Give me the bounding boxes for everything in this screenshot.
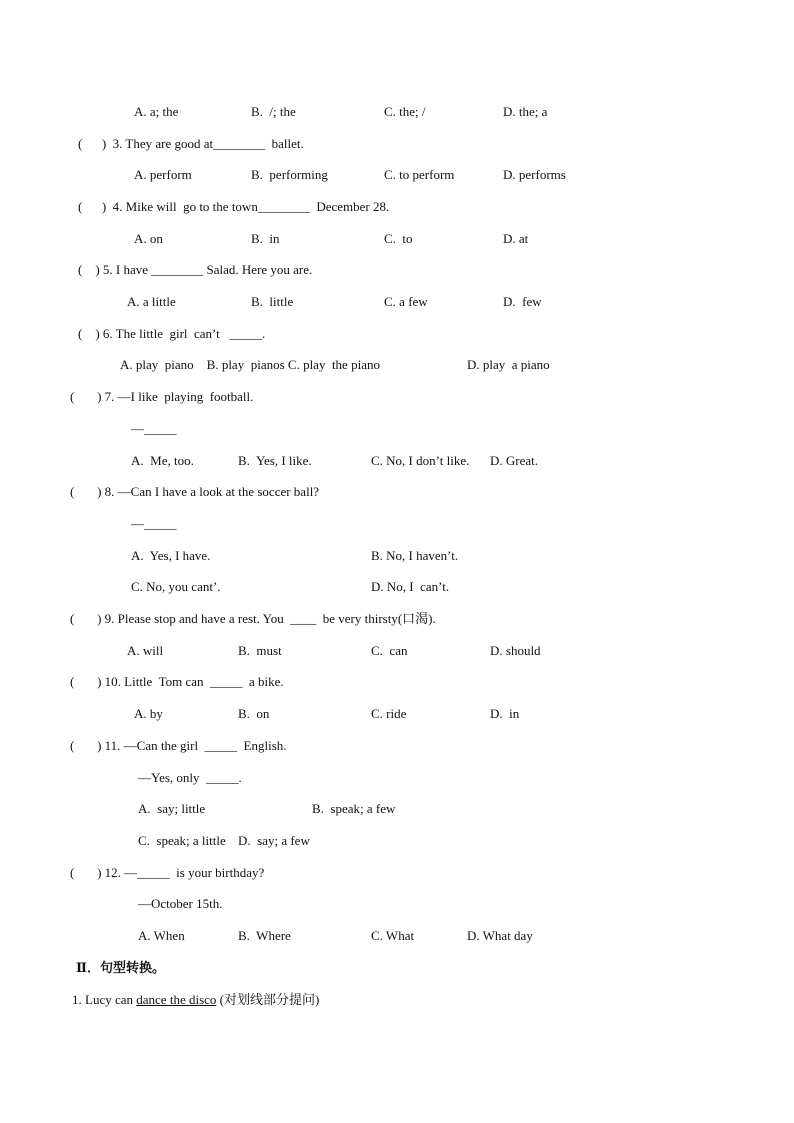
q4-option-b: B. in [251,231,280,246]
q9-option-a: A. will [127,643,164,658]
q10-stem: ( ) 10. Little Tom can _____ a bike. [70,674,284,689]
q4-option-a: A. on [134,231,163,246]
q6-option-d: D. play a piano [467,357,550,372]
q10-option-a: A. by [134,706,163,721]
q5-option-b: B. little [251,294,294,309]
q10-option-c: C. ride [371,706,407,721]
q11-option-a: A. say; little [138,801,206,816]
q8-option-c: C. No, you cant’. [131,579,221,594]
q7-option-c: C. No, I don’t like. [371,453,470,468]
item-1-suffix: (对划线部分提问) [216,992,320,1007]
q9-option-c: C. can [371,643,408,658]
q4-stem: ( ) 4. Mike will go to the town________ December 28. [78,199,390,214]
q9-option-d: D. should [490,643,541,658]
q12-reply: —October 15th. [138,896,223,911]
q5-option-d: D. few [503,294,542,309]
section-2-item-1 [72,992,319,1008]
q3-option-a: A. perform [134,167,192,182]
q9-option-b: B. must [238,643,282,658]
q5-option-a: A. a little [127,294,176,309]
q7-reply: —_____ [131,421,177,436]
q11-option-c: C. speak; a little [138,833,226,848]
q10-option-b: B. on [238,706,270,721]
q11-option-b: B. speak; a few [312,801,396,816]
item-1-underlined: dance the disco [136,992,217,1007]
q7-stem: ( ) 7. —I like playing football. [70,389,254,404]
q2-option-a: A. a; the [134,104,179,119]
q8-stem: ( ) 8. —Can I have a look at the soccer ball? [70,484,320,499]
q7-option-d: D. Great. [490,453,539,468]
q11-stem: ( ) 11. —Can the girl _____ English. [70,738,287,753]
q8-option-d: D. No, I can’t. [371,579,450,594]
q8-reply: —_____ [131,516,177,531]
q9-stem: ( ) 9. Please stop and have a rest. You ____ be very thirsty(口渴). [70,611,436,626]
q12-option-d: D. What day [467,928,533,943]
q12-option-c: C. What [371,928,415,943]
q3-stem: ( ) 3. They are good at________ ballet. [78,136,304,151]
q3-option-d: D. performs [503,167,566,182]
q3-option-b: B. performing [251,167,328,182]
q12-option-a: A. When [138,928,185,943]
q12-stem: ( ) 12. —_____ is your birthday? [70,865,265,880]
q11-reply: —Yes, only _____. [138,770,242,785]
q6-options-abc: A. play piano B. play pianos C. play the piano [120,357,380,372]
q4-option-d: D. at [503,231,529,246]
q10-option-d: D. in [490,706,520,721]
q5-stem: ( ) 5. I have ________ Salad. Here you are. [78,262,313,277]
q2-option-c: C. the; / [384,104,426,119]
section-2-title: Ⅱ．句型转换。 [76,960,165,975]
q5-option-c: C. a few [384,294,428,309]
q8-option-b: B. No, I haven’t. [371,548,459,563]
q7-option-a: A. Me, too. [131,453,194,468]
q7-option-b: B. Yes, I like. [238,453,312,468]
q12-option-b: B. Where [238,928,291,943]
q2-option-b: B. /; the [251,104,296,119]
q11-option-d: D. say; a few [238,833,310,848]
q4-option-c: C. to [384,231,413,246]
item-1-prefix: 1. Lucy can [72,992,137,1007]
q6-stem: ( ) 6. The little girl can’t _____. [78,326,266,341]
q8-option-a: A. Yes, I have. [131,548,211,563]
q3-option-c: C. to perform [384,167,455,182]
q2-option-d: D. the; a [503,104,548,119]
